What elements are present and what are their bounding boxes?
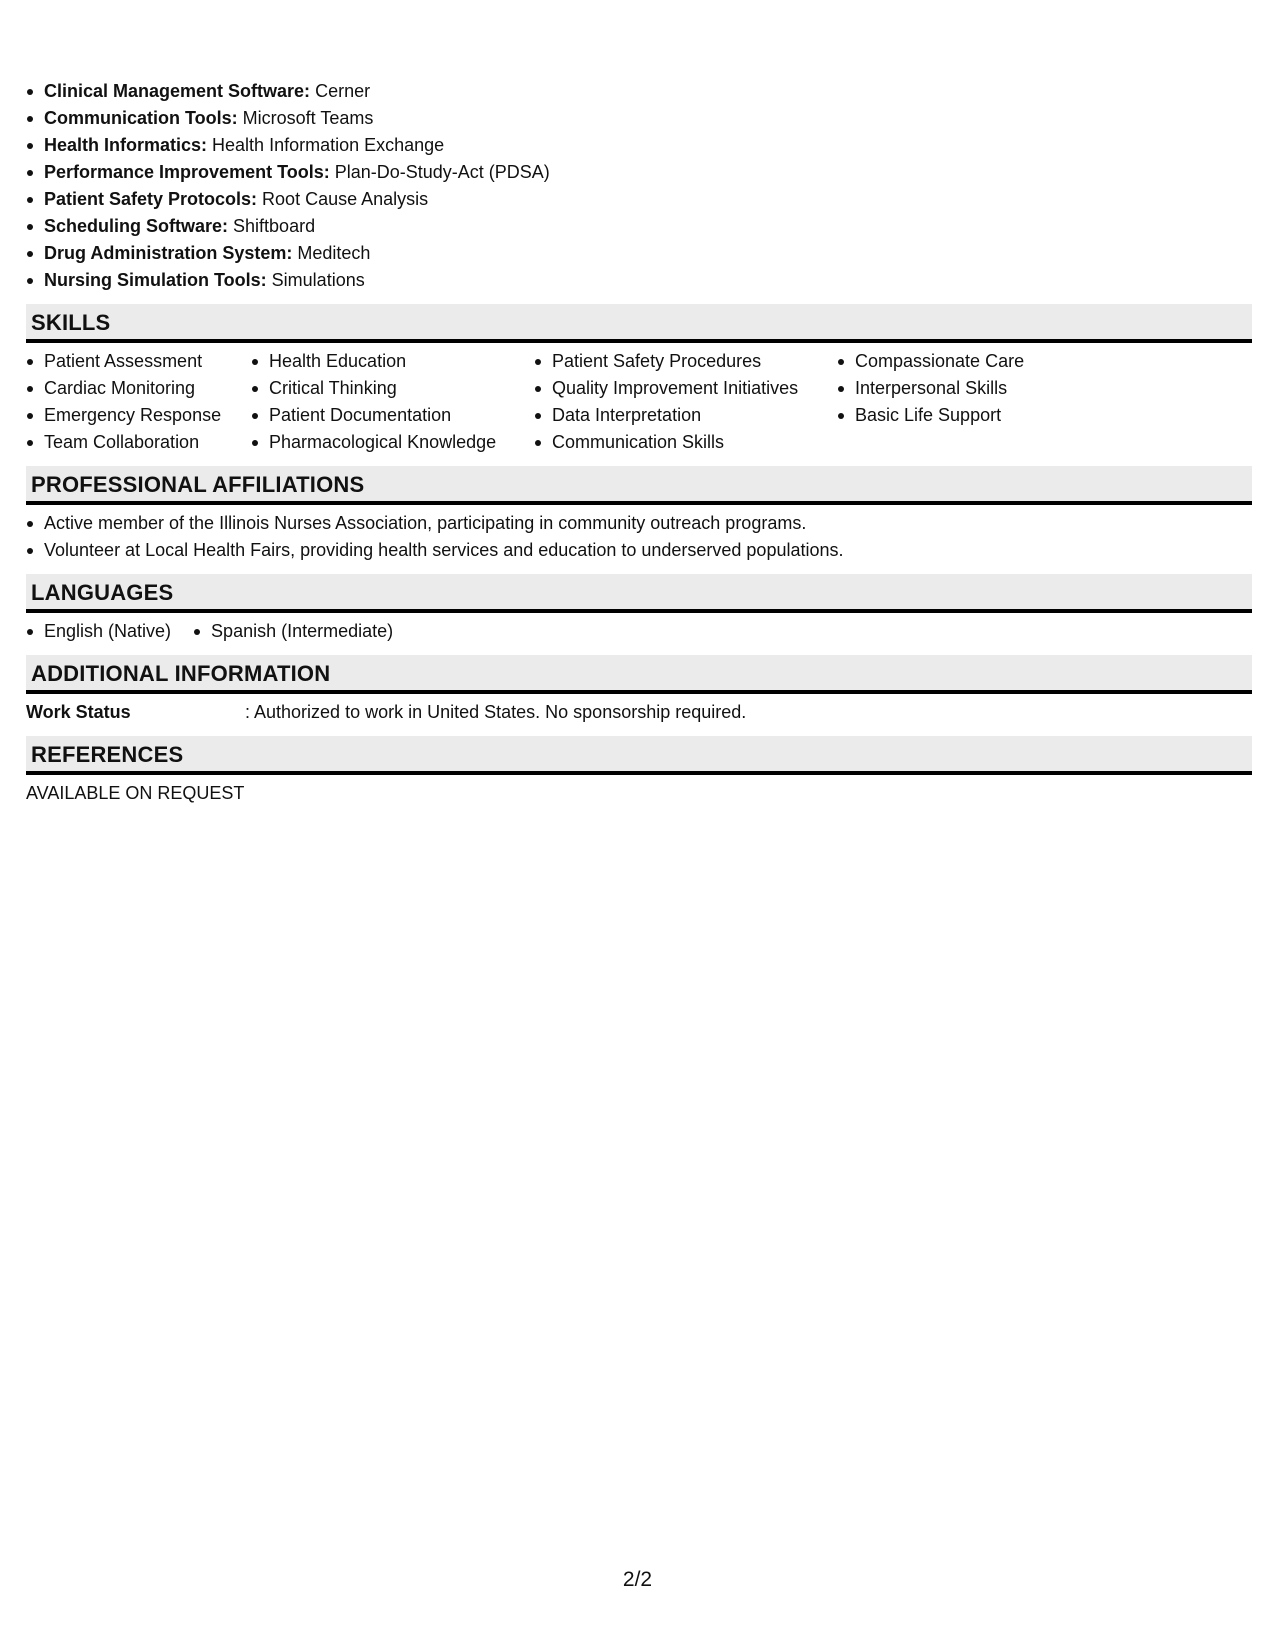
list-item	[26, 240, 1252, 267]
tools-list	[26, 78, 1252, 294]
affiliation-item: Volunteer at Local Health Fairs, providing health services and education to underserved populations.	[26, 537, 1252, 564]
tool-label: Performance Improvement Tools:	[44, 162, 330, 182]
skill-item: Data Interpretation	[534, 402, 837, 429]
work-status-value: : Authorized to work in United States. No sponsorship required.	[245, 702, 747, 722]
list-item	[26, 186, 1252, 213]
tool-value: Health Information Exchange	[207, 135, 445, 155]
languages-list	[26, 618, 1252, 645]
list-item	[26, 213, 1252, 240]
skill-item: Emergency Response	[26, 402, 251, 429]
tool-label: Communication Tools:	[44, 108, 238, 128]
tool-value: Plan-Do-Study-Act (PDSA)	[329, 162, 550, 182]
skill-item: Team Collaboration	[26, 429, 251, 456]
skills-heading: SKILLS	[26, 304, 1252, 343]
tool-value: Cerner	[310, 81, 371, 101]
skill-item: Communication Skills	[534, 429, 837, 456]
list-item	[26, 105, 1252, 132]
language-item: English (Native)	[26, 618, 171, 645]
skill-item: Interpersonal Skills	[837, 375, 1137, 402]
resume-page	[26, 78, 1252, 807]
list-item	[26, 159, 1252, 186]
tool-label: Clinical Management Software:	[44, 81, 311, 101]
tool-value: Simulations	[266, 270, 365, 290]
affiliations-section	[26, 510, 1252, 564]
list-item	[26, 78, 1252, 105]
skill-item: Pharmacological Knowledge	[251, 429, 534, 456]
affiliations-list	[26, 510, 1252, 564]
skill-item: Patient Documentation	[251, 402, 534, 429]
list-item	[26, 132, 1252, 159]
tool-value: Shiftboard	[228, 216, 316, 236]
references-heading: REFERENCES	[26, 736, 1252, 775]
languages-section	[26, 618, 1252, 645]
tool-label: Nursing Simulation Tools:	[44, 270, 267, 290]
affiliations-heading: PROFESSIONAL AFFILIATIONS	[26, 466, 1252, 505]
skill-item: Quality Improvement Initiatives	[534, 375, 837, 402]
references-text: AVAILABLE ON REQUEST	[26, 783, 245, 803]
skill-item: Patient Assessment	[26, 348, 251, 375]
page-number: 2/2	[622, 1568, 653, 1591]
tool-label: Health Informatics:	[44, 135, 208, 155]
skills-column	[251, 348, 534, 456]
affiliation-item: Active member of the Illinois Nurses Association, participating in community outreach programs.	[26, 510, 1252, 537]
skills-column	[26, 348, 251, 456]
tool-label: Drug Administration System:	[44, 243, 293, 263]
skill-item: Compassionate Care	[837, 348, 1137, 375]
skill-item: Health Education	[251, 348, 534, 375]
skill-item: Cardiac Monitoring	[26, 375, 251, 402]
skill-item: Critical Thinking	[251, 375, 534, 402]
references-section	[26, 780, 1252, 807]
tool-value: Root Cause Analysis	[257, 189, 429, 209]
additional-info-heading: ADDITIONAL INFORMATION	[26, 655, 1252, 694]
skill-item: Patient Safety Procedures	[534, 348, 837, 375]
tool-label: Patient Safety Protocols:	[44, 189, 258, 209]
tool-value: Meditech	[292, 243, 371, 263]
list-item	[26, 267, 1252, 294]
work-status-row	[26, 699, 1252, 726]
skills-column	[837, 348, 1137, 456]
additional-info-section	[26, 699, 1252, 726]
skills-grid	[26, 348, 1252, 456]
skill-item: Basic Life Support	[837, 402, 1137, 429]
tool-value: Microsoft Teams	[237, 108, 374, 128]
work-status-label: Work Status	[26, 702, 131, 722]
language-item: Spanish (Intermediate)	[193, 618, 393, 645]
skills-column	[534, 348, 837, 456]
languages-heading: LANGUAGES	[26, 574, 1252, 613]
tool-label: Scheduling Software:	[44, 216, 229, 236]
